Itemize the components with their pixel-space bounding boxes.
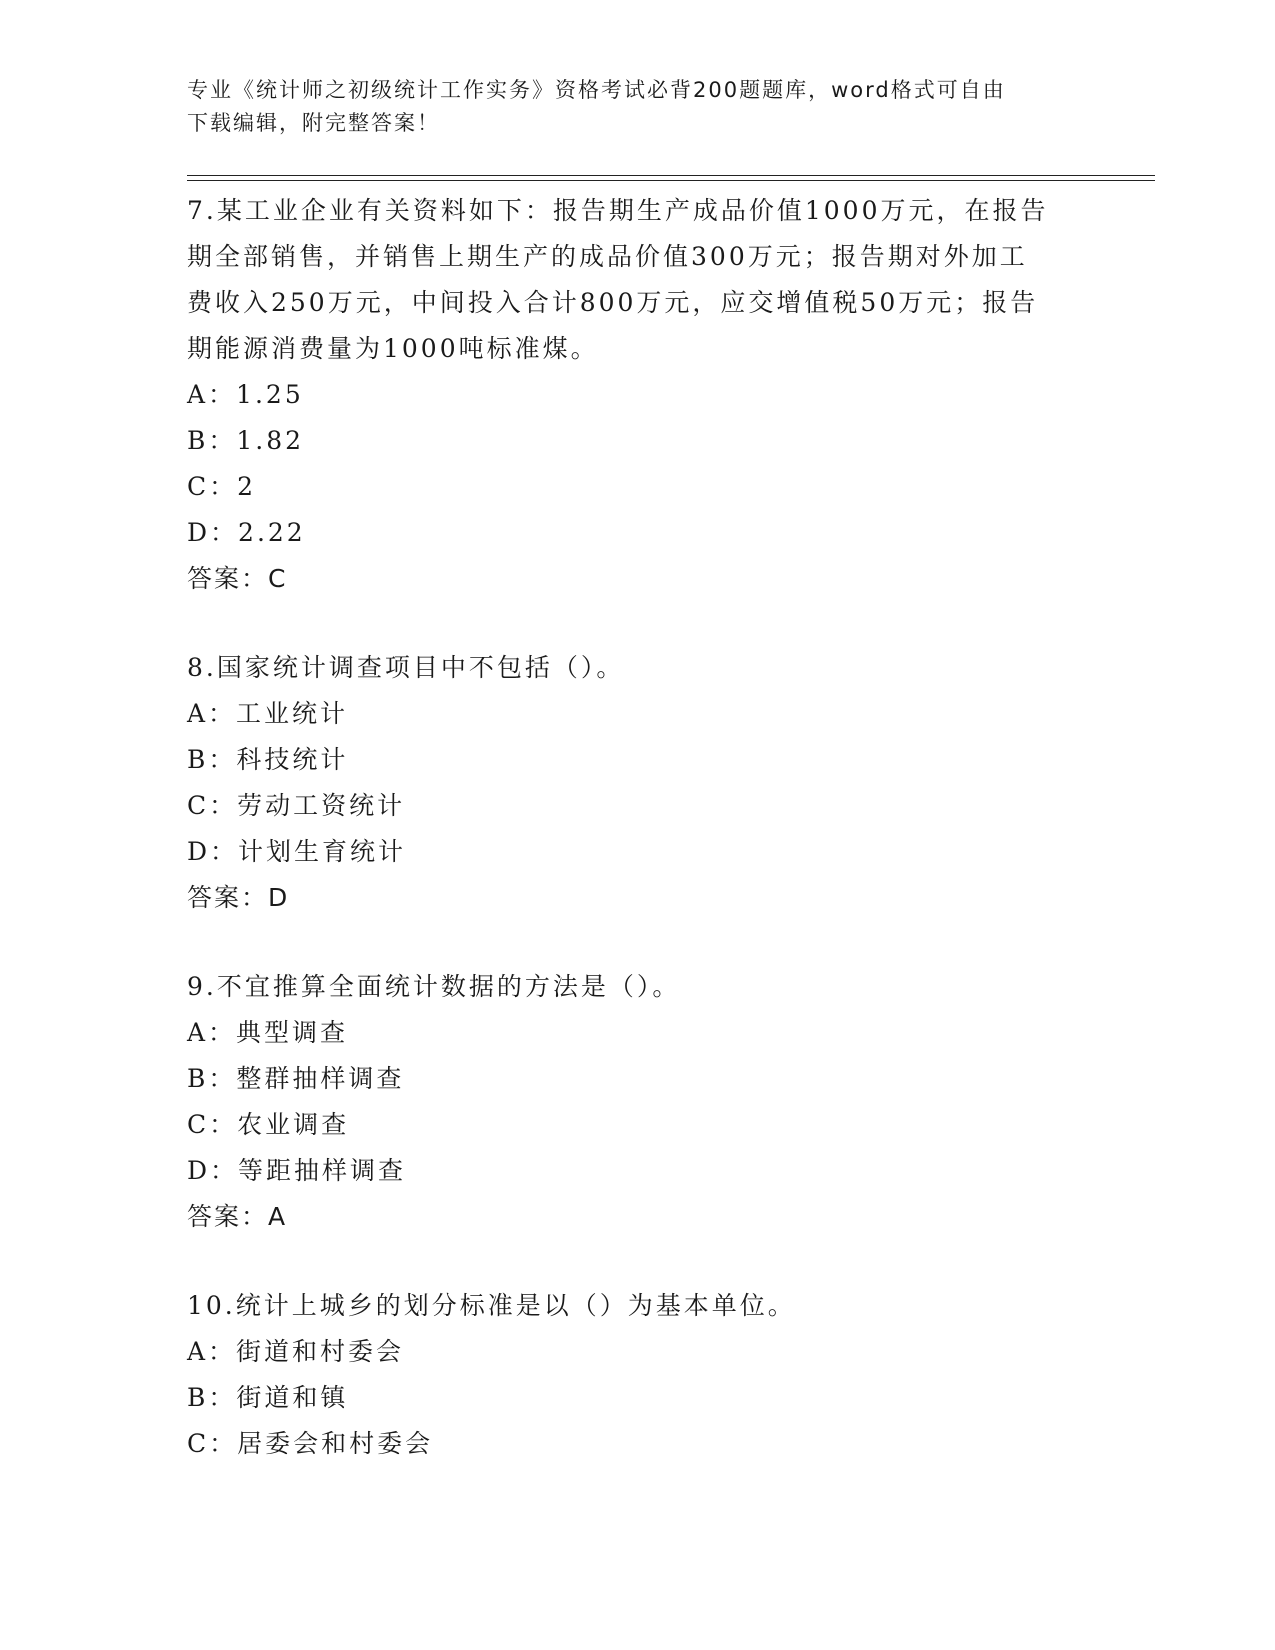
option-d: D：等距抽样调查 xyxy=(187,1156,407,1185)
answer-line: 答案：D xyxy=(187,883,290,912)
question-8 xyxy=(187,645,1087,921)
option-a: A：街道和村委会 xyxy=(187,1337,405,1366)
question-10 xyxy=(187,1283,1087,1467)
answer-line: 答案：A xyxy=(187,1202,288,1231)
option-a: A：工业统计 xyxy=(187,699,349,728)
option-a: A：典型调查 xyxy=(187,1018,349,1047)
question-stem-line: 7.某工业企业有关资料如下：报告期生产成品价值1000万元，在报告 xyxy=(187,196,1049,225)
option-b: B：街道和镇 xyxy=(187,1383,349,1412)
option-c: C：劳动工资统计 xyxy=(187,791,406,820)
question-stem-line: 9.不宜推算全面统计数据的方法是（）。 xyxy=(187,972,681,1001)
question-list xyxy=(187,188,1087,1510)
option-c: C：农业调查 xyxy=(187,1110,350,1139)
question-stem-line: 期全部销售，并销售上期生产的成品价值300万元；报告期对外加工 xyxy=(187,242,1028,271)
option-b: B：科技统计 xyxy=(187,745,349,774)
header-line-1: 专业《统计师之初级统计工作实务》资格考试必背200题题库，word格式可自由 xyxy=(187,78,1006,102)
header-divider-top xyxy=(187,175,1155,176)
option-c: C：2 xyxy=(187,472,257,501)
question-stem-line: 期能源消费量为1000吨标准煤。 xyxy=(187,334,599,363)
header-line-2: 下载编辑，附完整答案！ xyxy=(187,111,440,135)
answer-line: 答案：C xyxy=(187,564,288,593)
option-b: B：整群抽样调查 xyxy=(187,1064,405,1093)
question-7 xyxy=(187,188,1087,602)
option-d: D：计划生育统计 xyxy=(187,837,407,866)
question-stem-line: 8.国家统计调查项目中不包括（）。 xyxy=(187,653,625,682)
document-header xyxy=(187,74,1087,140)
option-c: C：居委会和村委会 xyxy=(187,1429,434,1458)
option-a: A：1.25 xyxy=(187,380,304,409)
header-divider-bottom xyxy=(187,180,1155,181)
option-d: D：2.22 xyxy=(187,518,306,547)
question-9 xyxy=(187,964,1087,1240)
question-stem-line: 费收入250万元，中间投入合计800万元，应交增值税50万元；报告 xyxy=(187,288,1039,317)
question-stem-line: 10.统计上城乡的划分标准是以（）为基本单位。 xyxy=(187,1291,796,1320)
option-b: B：1.82 xyxy=(187,426,305,455)
